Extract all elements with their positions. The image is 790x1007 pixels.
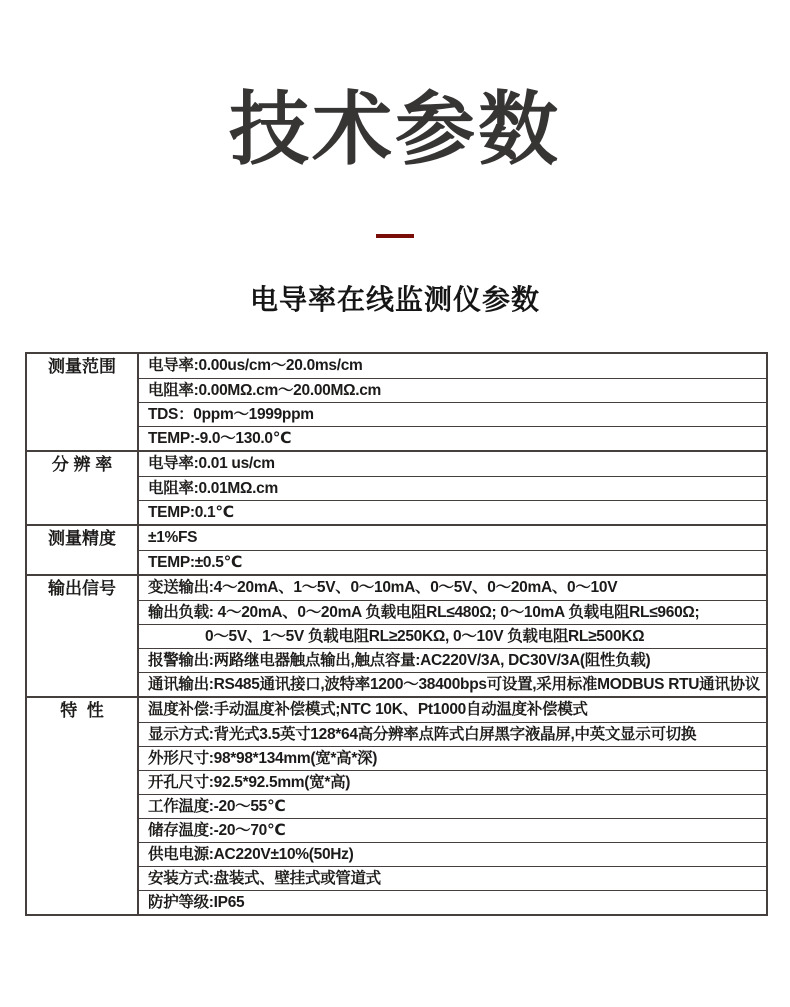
spec-row: 变送输出:4～20mA、1～5V、0～10mA、0～5V、0～20mA、0～10V <box>148 579 618 596</box>
page <box>0 85 790 916</box>
spec-row: TEMP:-9.0～130.0℃ <box>139 426 766 450</box>
spec-rows <box>139 576 766 696</box>
spec-row: 电导率:0.00us/cm～20.0ms/cm <box>148 357 363 374</box>
spec-row: ±1%FS <box>148 529 198 546</box>
spec-group <box>27 450 766 524</box>
spec-row: 显示方式:背光式3.5英寸128*64高分辨率点阵式白屏黑字液晶屏,中英文显示可切换 <box>139 722 766 746</box>
spec-row: 电导率:0.01 us/cm <box>148 455 275 472</box>
spec-rows <box>139 698 766 914</box>
spec-row: 安装方式:盘装式、壁挂式或管道式 <box>139 866 766 890</box>
spec-row: 储存温度:-20～70℃ <box>139 818 766 842</box>
spec-row: 0～5V、1～5V 负载电阻RL≥250KΩ, 0～10V 负载电阻RL≥500KΩ <box>139 624 766 648</box>
spec-row: 外形尺寸:98*98*134mm(宽*高*深) <box>139 746 766 770</box>
spec-row: 工作温度:-20～55℃ <box>139 794 766 818</box>
spec-row: TEMP:0.1℃ <box>139 500 766 524</box>
spec-group <box>27 354 766 450</box>
spec-group-label: 输出信号 <box>27 576 139 696</box>
spec-group-label: 特 性 <box>27 698 139 914</box>
spec-row: 报警输出:两路继电器触点输出,触点容量:AC220V/3A, DC30V/3A(阻性负载) <box>139 648 766 672</box>
spec-table <box>25 352 768 916</box>
spec-row: 输出负载: 4～20mA、0～20mA 负载电阻RL≤480Ω; 0～10mA 负载电阻RL≤960Ω; <box>139 600 766 624</box>
spec-row: TEMP:±0.5℃ <box>139 550 766 574</box>
spec-row: 电阻率:0.01MΩ.cm <box>139 476 766 500</box>
spec-group <box>27 524 766 574</box>
section-subtitle: 电导率在线监测仪参数 <box>249 284 540 315</box>
spec-group <box>27 696 766 914</box>
page-title: 技术参数 <box>229 85 561 174</box>
spec-group-label: 测量精度 <box>27 526 139 574</box>
spec-row: 温度补偿:手动温度补偿模式;NTC 10K、Pt1000自动温度补偿模式 <box>148 701 588 718</box>
spec-row: 电阻率:0.00MΩ.cm～20.00MΩ.cm <box>139 378 766 402</box>
spec-rows <box>139 354 766 450</box>
spec-rows <box>139 526 766 574</box>
spec-rows <box>139 452 766 524</box>
spec-group <box>27 574 766 696</box>
spec-row: 防护等级:IP65 <box>139 890 766 914</box>
spec-row: 开孔尺寸:92.5*92.5mm(宽*高) <box>139 770 766 794</box>
spec-group-label: 测量范围 <box>27 354 139 450</box>
title-accent-dash <box>376 234 414 238</box>
spec-row: 供电电源:AC220V±10%(50Hz) <box>139 842 766 866</box>
spec-group-label: 分 辨 率 <box>27 452 139 524</box>
spec-row: 通讯输出:RS485通讯接口,波特率1200～38400bps可设置,采用标准MODBUS RTU通讯协议 <box>139 672 766 696</box>
spec-row: TDS：0ppm～1999ppm <box>139 402 766 426</box>
